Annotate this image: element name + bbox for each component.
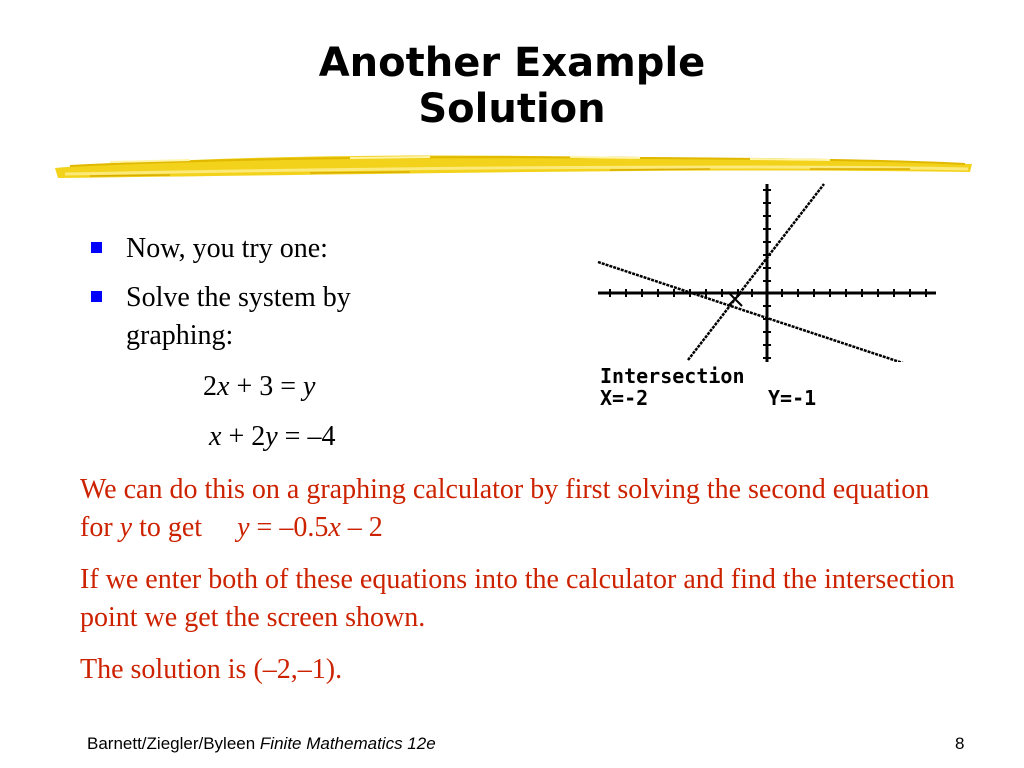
square-bullet-icon — [91, 291, 102, 302]
bullet-text: Solve the system by graphing: — [126, 282, 351, 351]
eq1-var-x: x — [217, 371, 230, 402]
eq1-coefficient: 2 — [203, 371, 217, 402]
slide-page-number: 8 — [955, 734, 965, 753]
equation-1 — [203, 371, 315, 403]
footer-authors: Barnett/Ziegler/Byleen — [87, 734, 260, 753]
eq2-var-y: y — [265, 421, 278, 452]
square-bullet-icon — [91, 242, 102, 253]
p1-var-y: y — [119, 512, 133, 543]
bullet-list — [88, 230, 448, 366]
slide-title — [0, 40, 1024, 132]
bullet-text: Now, you try one: — [126, 233, 328, 264]
calculator-y-readout: Y=-1 — [768, 386, 817, 410]
calculator-x-readout: X=-2 — [600, 386, 649, 410]
eq2-rhs: = –4 — [277, 421, 336, 452]
title-line-2: Solution — [418, 86, 606, 132]
calculator-intersection-label: Intersection — [600, 364, 745, 388]
p1-eq-mid: = –0.5 — [249, 512, 329, 543]
bullet-item — [88, 279, 448, 355]
title-line-1: Another Example — [318, 40, 706, 86]
p1-text-b: to get — [132, 512, 210, 543]
explanation-paragraph-1 — [80, 471, 960, 547]
footer-book-title: Finite Mathematics 12e — [259, 734, 436, 753]
p1-text-a: We can do this on a graphing calculator by first solving the second equation for — [80, 474, 930, 543]
solution-paragraph: The solution is (–2,–1). — [80, 654, 343, 685]
bullet-item — [88, 230, 448, 268]
eq1-middle: + 3 = — [229, 371, 304, 402]
calculator-screen — [596, 182, 938, 410]
equation-2 — [209, 421, 335, 453]
p1-eq-x: x — [328, 512, 341, 543]
eq2-middle: + 2 — [221, 421, 266, 452]
title-underline-brushstroke — [50, 148, 975, 184]
p1-eq-end: – 2 — [340, 512, 383, 543]
eq1-var-y: y — [303, 371, 316, 402]
explanation-paragraph-2: If we enter both of these equations into the calculator and find the intersection point we get the screen shown. — [80, 564, 955, 633]
p1-eq-y: y — [237, 512, 250, 543]
eq2-var-x: x — [209, 421, 222, 452]
line-y-equals-2x-plus-3 — [688, 184, 824, 360]
footer-citation — [87, 734, 436, 754]
